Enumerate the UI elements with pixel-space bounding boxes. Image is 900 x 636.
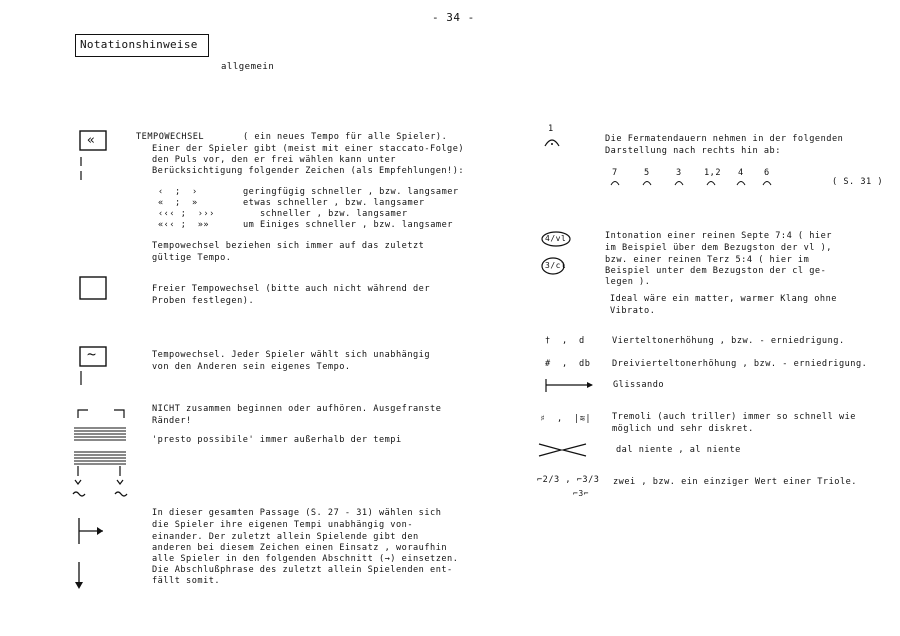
niente-text: dal niente , al niente [616,445,741,455]
tempo-note-line-1: Tempowechsel beziehen sich immer auf das zuletzt [152,241,425,251]
fermata-value: 1,2 [704,168,722,178]
intonation-line-3: bzw. einer reinen Terz 5:4 ( hier im [605,255,810,265]
fermata-value: 6 [764,168,770,178]
ideal-line-1: Ideal wäre ein matter, warmer Klang ohne [610,294,837,304]
tempo-mark-text: etwas schneller , bzw. langsamer [243,198,425,208]
not-together-line-2: Ränder! [152,416,192,426]
fermata-value: 3 [676,168,682,178]
fermata-value: 4 [738,168,744,178]
intonation-line-4: Beispiel unter dem Bezugston der cl ge- [605,266,827,276]
tempo-line-4: Berücksichtigung folgender Zeichen (als Empfehlungen!): [152,166,465,176]
passage-line-6: Die Abschlußphrase des zuletzt allein Spielenden ent- [152,565,453,575]
frayed-edges-icon [73,410,127,496]
indep-tempo-line-1: Tempowechsel. Jeder Spieler wählt sich unabhängig [152,350,431,360]
glissando-text: Glissando [613,380,665,390]
tremolo-sign: ♯ , |≋| [540,414,592,424]
glissando-icon [546,379,593,392]
passage-line-5: alle Spieler in den folgenden Abschnitt (→) einsetzen. [152,554,459,564]
passage-line-3: einander. Der zuletzt allein Spielende gibt den [152,532,419,542]
page-subtitle: allgemein [221,62,275,72]
tempo-mark-text: um Einiges schneller , bzw. langsamer [243,220,453,230]
tempo-box-symbol: « [87,133,95,148]
fermata-page-ref: ( S. 31 ) [832,177,884,187]
ideal-line-2: Vibrato. [610,306,656,316]
fermata-value: 5 [644,168,650,178]
triplet-sub-sign: ⌐3⌐ [573,489,589,498]
circle-cl-label: 3/cl [545,261,567,270]
free-tempo-line-1: Freier Tempowechsel (bitte auch nicht während der [152,284,431,294]
tempo-heading: TEMPOWECHSEL [136,132,205,142]
intonation-line-1: Intonation einer reinen Septe 7:4 ( hier [605,231,832,241]
arrow-entry-icon [75,518,103,589]
tempo-mark-text: geringfügig schneller , bzw. langsamer [243,187,459,197]
intonation-line-2: im Beispiel über dem Bezugston der vl ), [605,243,832,253]
circle-vl-label: 4/vl [545,234,567,243]
fermata-text-line-1: Die Fermatendauern nehmen in der folgenden [605,134,844,144]
indep-tempo-line-2: von den Anderen sein eigenes Tempo. [152,362,351,372]
tempo-mark-sign: «‹‹ ; »» [158,220,210,230]
quarter-tone-text: Vierteltonerhöhung , bzw. - erniedrigung. [612,336,845,346]
tempo-mark-sign: ‹‹‹ ; ››› [158,209,215,219]
presto-note: 'presto possibile' immer außerhalb der tempi [152,435,402,445]
passage-line-1: In dieser gesamten Passage (S. 27 - 31) wählen sich [152,508,442,518]
not-together-line-1: NICHT zusammen beginnen oder aufhören. Ausgefranste [152,404,442,414]
tremolo-line-1: Tremoli (auch triller) immer so schnell wie [612,412,856,422]
passage-line-2: die Spieler ihre eigenen Tempi unabhängig von- [152,520,413,530]
page-title: Notationshinweise [75,34,209,57]
intonation-line-5: legen ). [605,277,651,287]
fermata-text-line-2: Darstellung nach rechts hin ab: [605,146,781,156]
fermata-numeral: 1 [548,124,554,134]
free-tempo-box-icon [80,277,106,299]
tempo-line-2: Einer der Spieler gibt (meist mit einer staccato-Folge) [152,144,465,154]
tremolo-line-2: möglich und sehr diskret. [612,424,754,434]
passage-line-4: anderen bei diesem Zeichen einen Einsatz , woraufhin [152,543,448,553]
tempo-mark-text: schneller , bzw. langsamer [260,209,408,219]
page-number: - 34 - [432,11,475,24]
fermata-value: 7 [612,168,618,178]
tempo-mark-sign: ‹ ; › [158,187,198,197]
triplet-text: zwei , bzw. ein einziger Wert einer Triole. [613,477,857,487]
quarter-tone-sign: † , d [545,336,585,346]
fermata-row-icons [611,182,771,186]
niente-hairpin-icon [539,444,586,456]
three-quarter-tone-sign: # , db [545,359,591,369]
free-tempo-line-2: Proben festlegen). [152,296,255,306]
tempo-note-line-2: gültige Tempo. [152,253,232,263]
tempo-line-1: ( ein neues Tempo für alle Spieler). [243,132,448,142]
tilde-box-symbol: ~ [87,345,97,363]
tempo-line-3: den Puls vor, den er frei wählen kann unter [152,155,396,165]
three-quarter-tone-text: Dreivierteltonerhöhung , bzw. - erniedrigung. [612,359,868,369]
passage-line-7: fällt somit. [152,576,221,586]
tempo-mark-sign: « ; » [158,198,198,208]
triplet-sign: ⌐2/3 , ⌐3/3 [537,475,600,485]
